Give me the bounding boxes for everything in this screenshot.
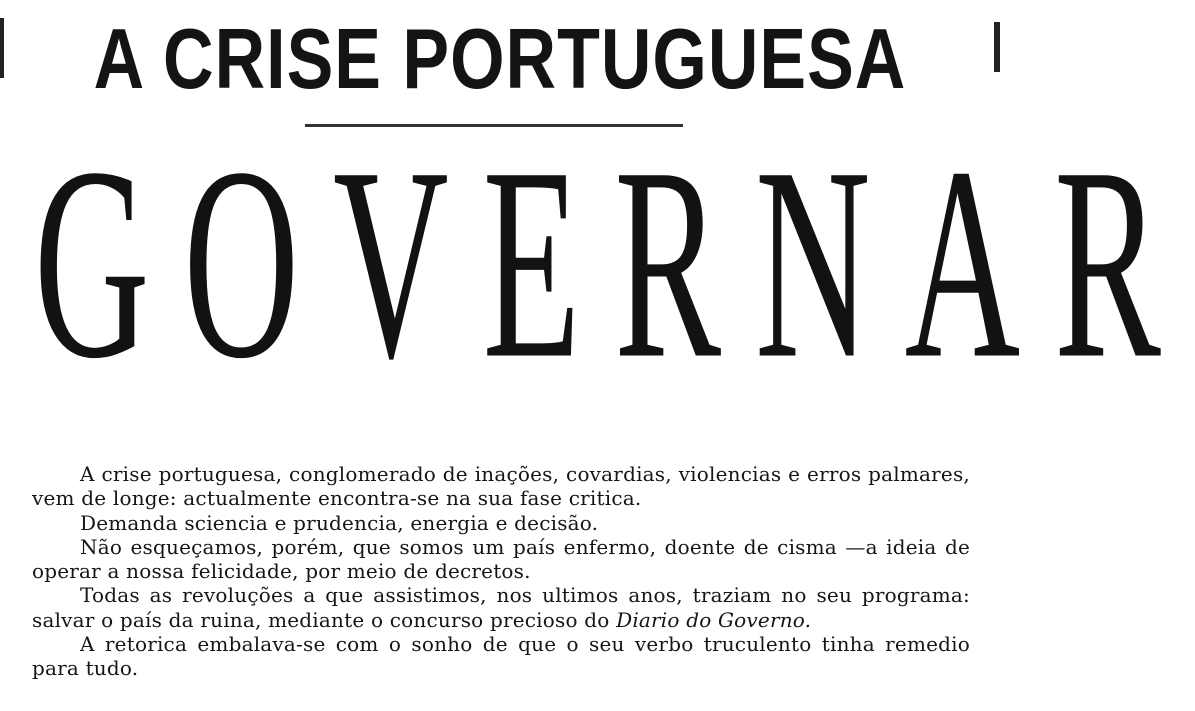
paragraph-1: A crise portuguesa, conglomerado de inações, covardias, violencias e erros palmares, vem de longe: actualmente encontra-se na sua fase critica. — [32, 462, 970, 511]
paragraph-4-italic: Diario do Governo. — [616, 607, 812, 632]
paragraph-4 — [32, 583, 970, 632]
headline: GOVERNAR — [34, 109, 1195, 416]
paragraph-5: A retorica embalava-se com o sonho de que o seu verbo truculento tinha remedio para tudo. — [32, 632, 970, 681]
paragraph-3: Não esqueçamos, porém, que somos um país enfermo, doente de cisma —a ideia de operar a nossa felicidade, por meio de decretos. — [32, 534, 970, 584]
kicker-title: A CRISE PORTUGUESA — [93, 10, 907, 107]
article-body — [32, 462, 970, 681]
paragraph-2: Demanda sciencia e prudencia, energia e decisão. — [80, 510, 599, 535]
paragraph-4-text: Todas as revoluções a que assistimos, nos ultimos anos, traziam no seu programa: salvar o país da ruina, mediante o concurso precioso do — [32, 583, 970, 632]
